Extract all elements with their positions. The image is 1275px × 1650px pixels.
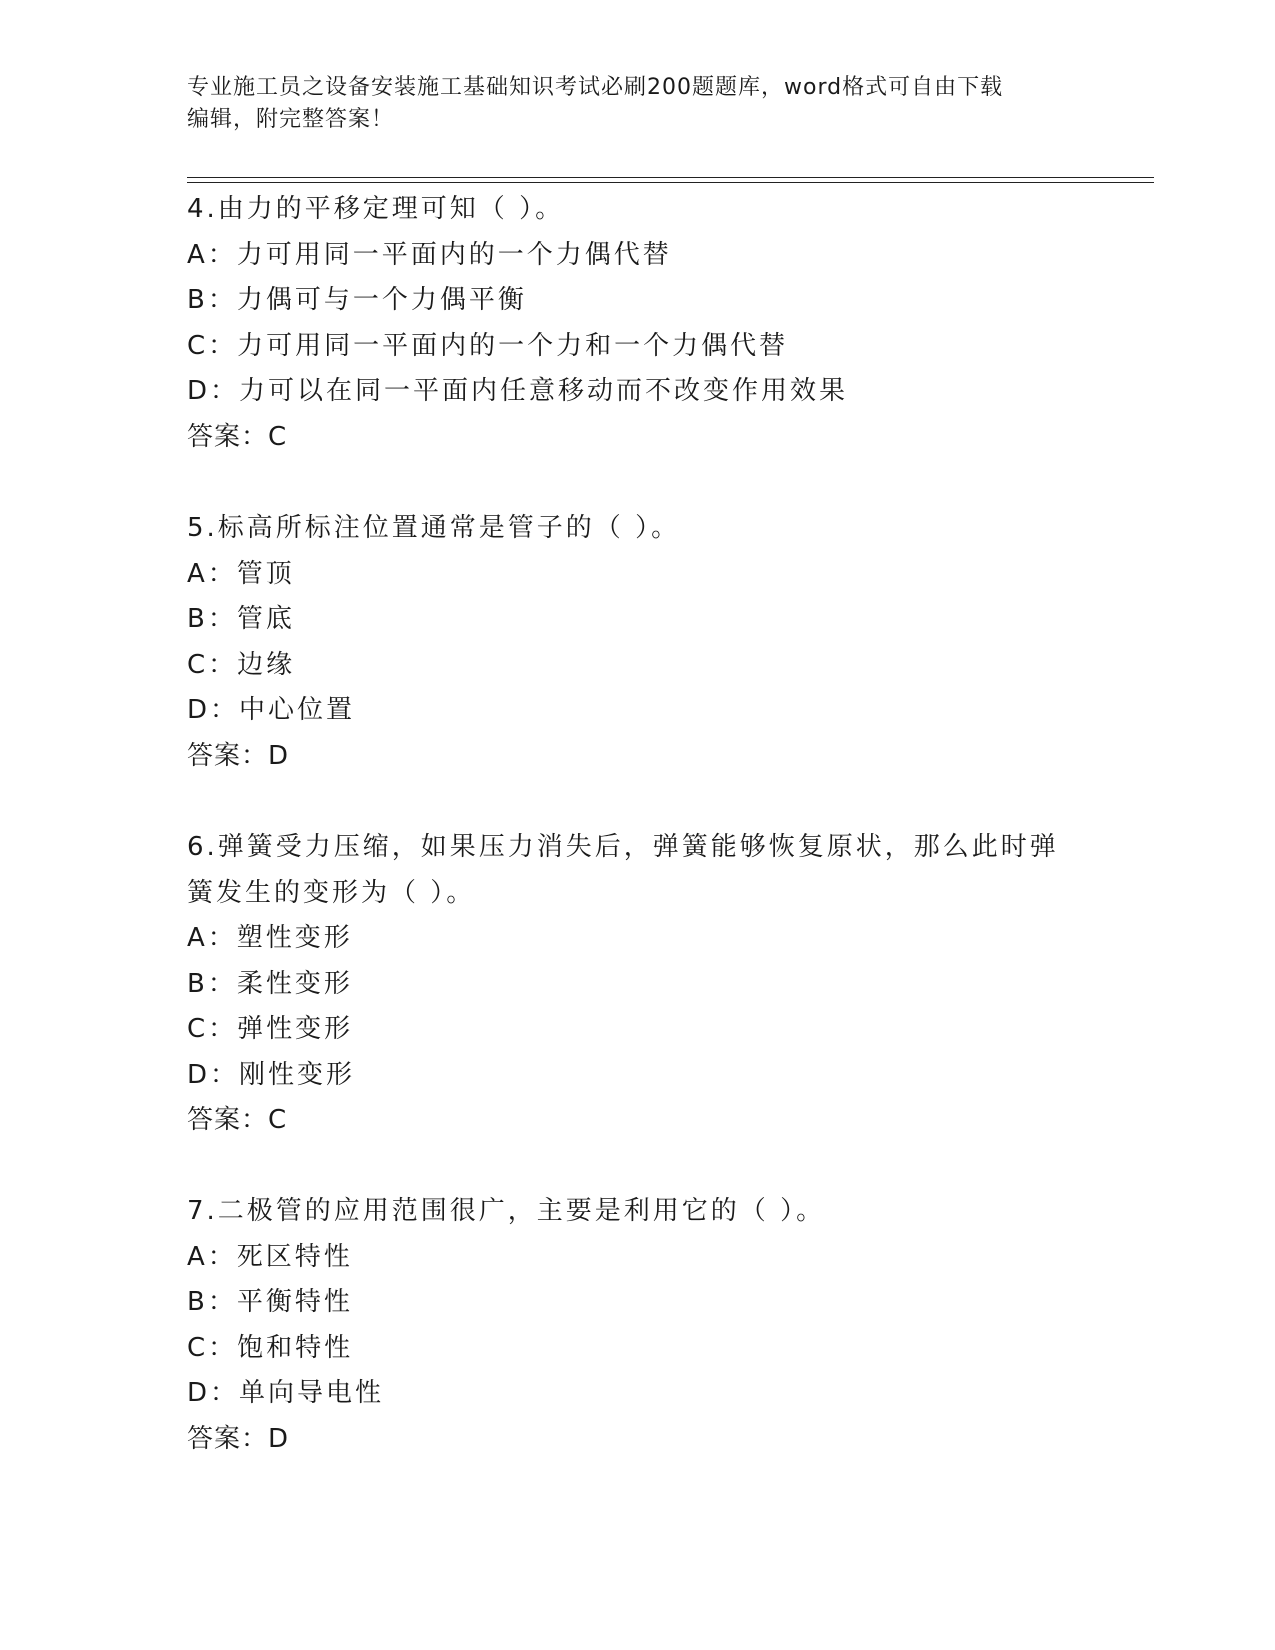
answer-line: 答案：C — [187, 1105, 288, 1135]
header-divider-bottom — [187, 182, 1154, 183]
question-4 — [187, 187, 1087, 460]
option-a: A：塑性变形 — [187, 923, 353, 953]
option-c: C：饱和特性 — [187, 1332, 354, 1363]
option-b: B：管底 — [187, 604, 295, 634]
option-d: D：中心位置 — [187, 695, 356, 725]
question-7 — [187, 1189, 1087, 1462]
question-stem: 4.由力的平移定理可知（ ）。 — [187, 194, 565, 224]
option-b: B：平衡特性 — [187, 1287, 353, 1317]
answer-line: 答案：D — [187, 1423, 290, 1454]
question-stem: 5.标高所标注位置通常是管子的（ ）。 — [187, 513, 681, 543]
document-header — [187, 72, 1087, 136]
question-stem: 7.二极管的应用范围很广，主要是利用它的（ ）。 — [187, 1196, 826, 1226]
option-b: B：柔性变形 — [187, 968, 353, 999]
option-d: D：刚性变形 — [187, 1059, 356, 1090]
question-6 — [187, 825, 1087, 1144]
option-c: C：力可用同一平面内的一个力和一个力偶代替 — [187, 330, 789, 361]
option-c: C：弹性变形 — [187, 1014, 354, 1044]
option-a: A：死区特性 — [187, 1241, 353, 1272]
header-divider-top — [187, 177, 1154, 178]
question-5 — [187, 506, 1087, 779]
question-stem-line-1: 6.弹簧受力压缩，如果压力消失后，弹簧能够恢复原状，那么此时弹 — [187, 832, 1059, 862]
header-title-line-1: 专业施工员之设备安装施工基础知识考试必刷200题题库，word格式可自由下载 — [187, 75, 1004, 100]
option-d: D：单向导电性 — [187, 1378, 385, 1408]
option-a: A：管顶 — [187, 558, 295, 589]
answer-line: 答案：D — [187, 740, 290, 771]
option-b: B：力偶可与一个力偶平衡 — [187, 285, 527, 315]
option-c: C：边缘 — [187, 649, 296, 680]
option-d: D：力可以在同一平面内任意移动而不改变作用效果 — [187, 376, 849, 406]
option-a: A：力可用同一平面内的一个力偶代替 — [187, 239, 672, 270]
header-title-line-2: 编辑，附完整答案！ — [187, 107, 395, 132]
answer-line: 答案：C — [187, 421, 288, 452]
question-stem-line-2: 簧发生的变形为（ ）。 — [187, 877, 476, 908]
